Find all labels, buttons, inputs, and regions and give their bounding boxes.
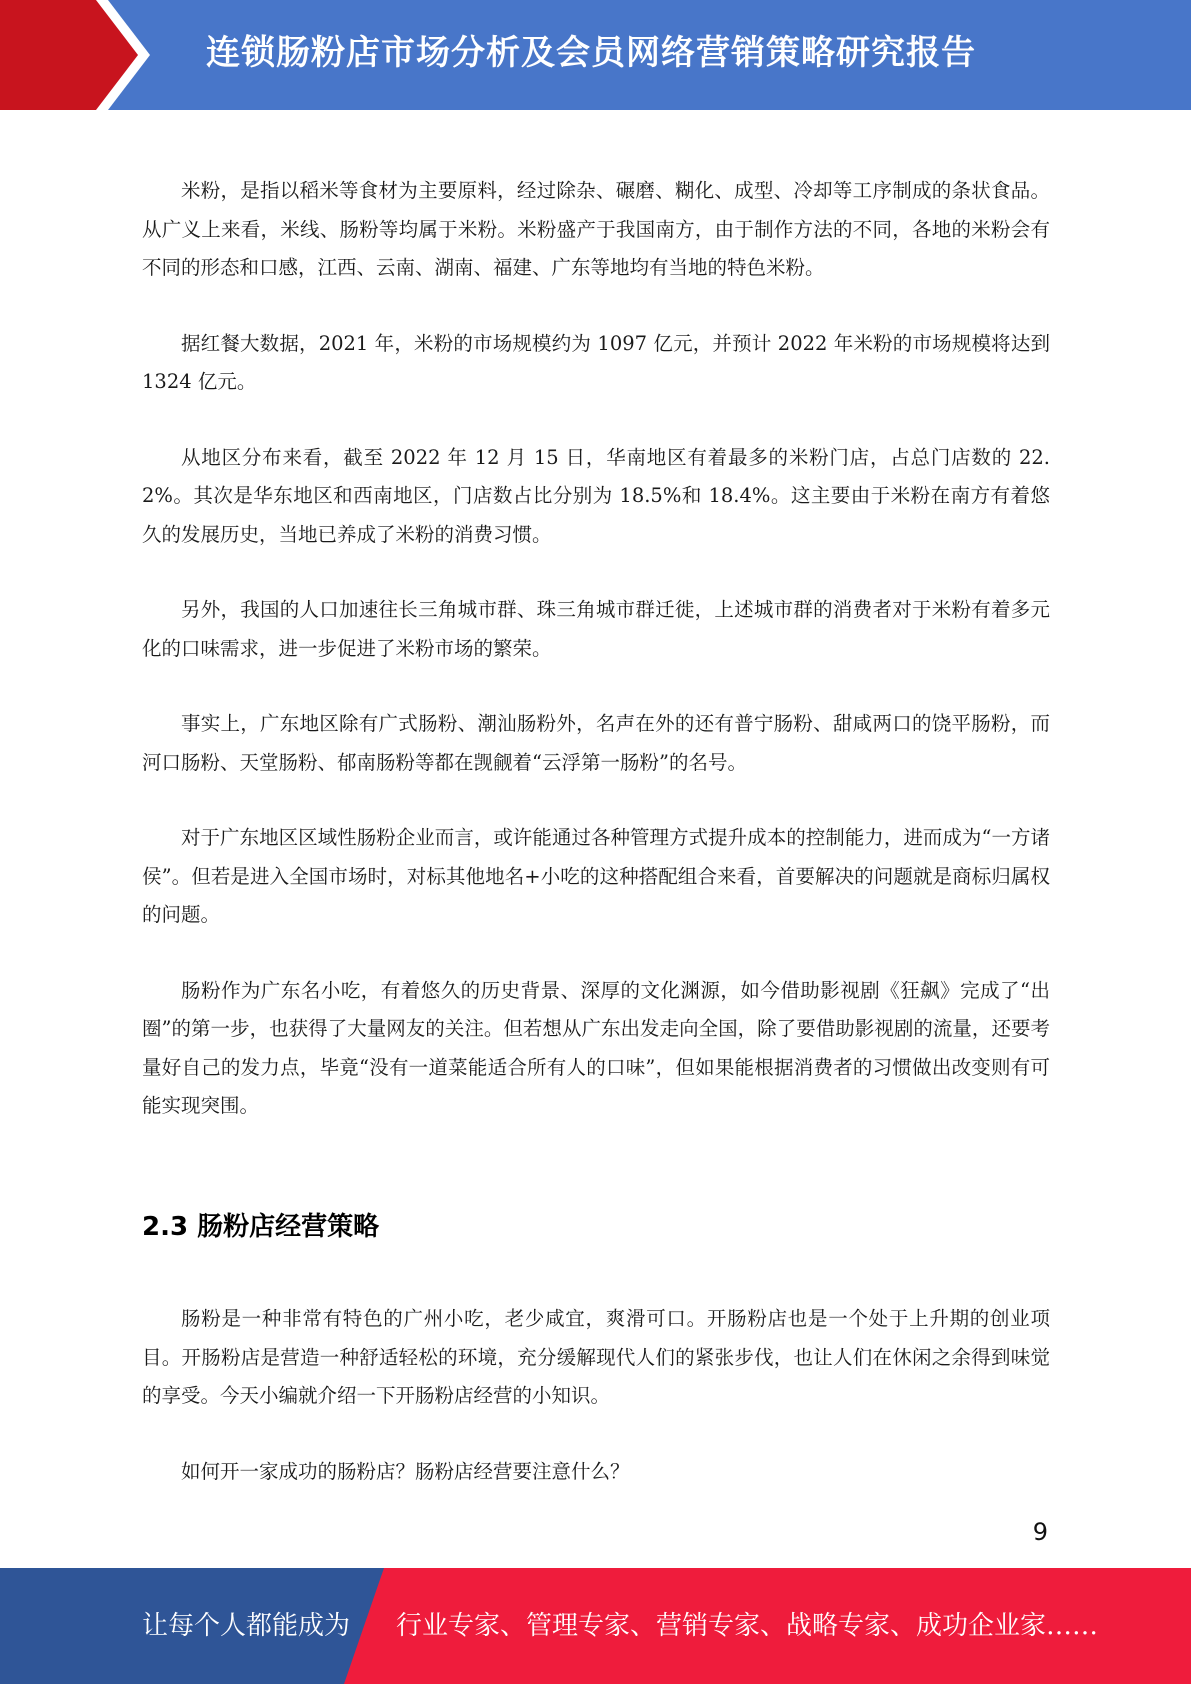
footer-slogan-left: 让每个人都能成为 [142,1611,351,1641]
paragraph: 另外，我国的人口加速往长三角城市群、珠三角城市群迁徙，上述城市群的消费者对于米粉有着多元化的口味需求，进一步促进了米粉市场的繁荣。 [142,598,1050,660]
header-arrow-icon [0,0,220,110]
header-title: 连锁肠粉店市场分析及会员网络营销策略研究报告 [206,33,976,73]
paragraph: 据红餐大数据，2021 年，米粉的市场规模约为 1097 亿元，并预计 2022 年米粉的市场规模将达到 1324 亿元。 [142,331,1050,393]
section-content [142,1300,1050,1491]
paragraph: 从地区分布来看，截至 2022 年 12 月 15 日，华南地区有着最多的米粉门店，占总门店数的 22.2%。其次是华东地区和西南地区，门店数占比分别为 18.5%和 18.4%。这主要由于米粉在南方有着悠久的发展历史，当地已养成了米粉的消费习惯。 [142,445,1050,546]
paragraph: 事实上，广东地区除有广式肠粉、潮汕肠粉外，名声在外的还有普宁肠粉、甜咸两口的饶平肠粉，而河口肠粉、天堂肠粉、郁南肠粉等都在觊觎着“云浮第一肠粉”的名号。 [142,712,1050,774]
main-content [142,172,1050,1126]
section-heading: 2.3 肠粉店经营策略 [142,1212,380,1242]
paragraph: 米粉，是指以稻米等食材为主要原料，经过除杂、碾磨、糊化、成型、冷却等工序制成的条状食品。从广义上来看，米线、肠粉等均属于米粉。米粉盛产于我国南方，由于制作方法的不同，各地的米粉会有不同的形态和口感，江西、云南、湖南、福建、广东等地均有当地的特色米粉。 [142,179,1050,279]
page-header [0,0,1191,110]
page-footer [0,1568,1191,1684]
footer-slogan-right: 行业专家、管理专家、营销专家、战略专家、成功企业家…… [396,1611,1099,1641]
paragraph: 肠粉是一种非常有特色的广州小吃，老少咸宜，爽滑可口。开肠粉店也是一个处于上升期的创业项目。开肠粉店是营造一种舒适轻松的环境，充分缓解现代人们的紧张步伐，也让人们在休闲之余得到味觉的享受。今天小编就介绍一下开肠粉店经营的小知识。 [142,1307,1050,1407]
paragraph: 如何开一家成功的肠粉店？肠粉店经营要注意什么？ [181,1459,630,1483]
page-number: 9 [1032,1518,1048,1546]
paragraph: 对于广东地区区域性肠粉企业而言，或许能通过各种管理方式提升成本的控制能力，进而成为“一方诸侯”。但若是进入全国市场时，对标其他地名+小吃的这种搭配组合来看，首要解决的问题就是商标归属权的问题。 [142,826,1050,926]
paragraph: 肠粉作为广东名小吃，有着悠久的历史背景、深厚的文化渊源，如今借助影视剧《狂飙》完成了“出圈”的第一步，也获得了大量网友的关注。但若想从广东出发走向全国，除了要借助影视剧的流量，还要考量好自己的发力点，毕竟“没有一道菜能适合所有人的口味”，但如果能根据消费者的习惯做出改变则有可能实现突围。 [142,978,1050,1117]
